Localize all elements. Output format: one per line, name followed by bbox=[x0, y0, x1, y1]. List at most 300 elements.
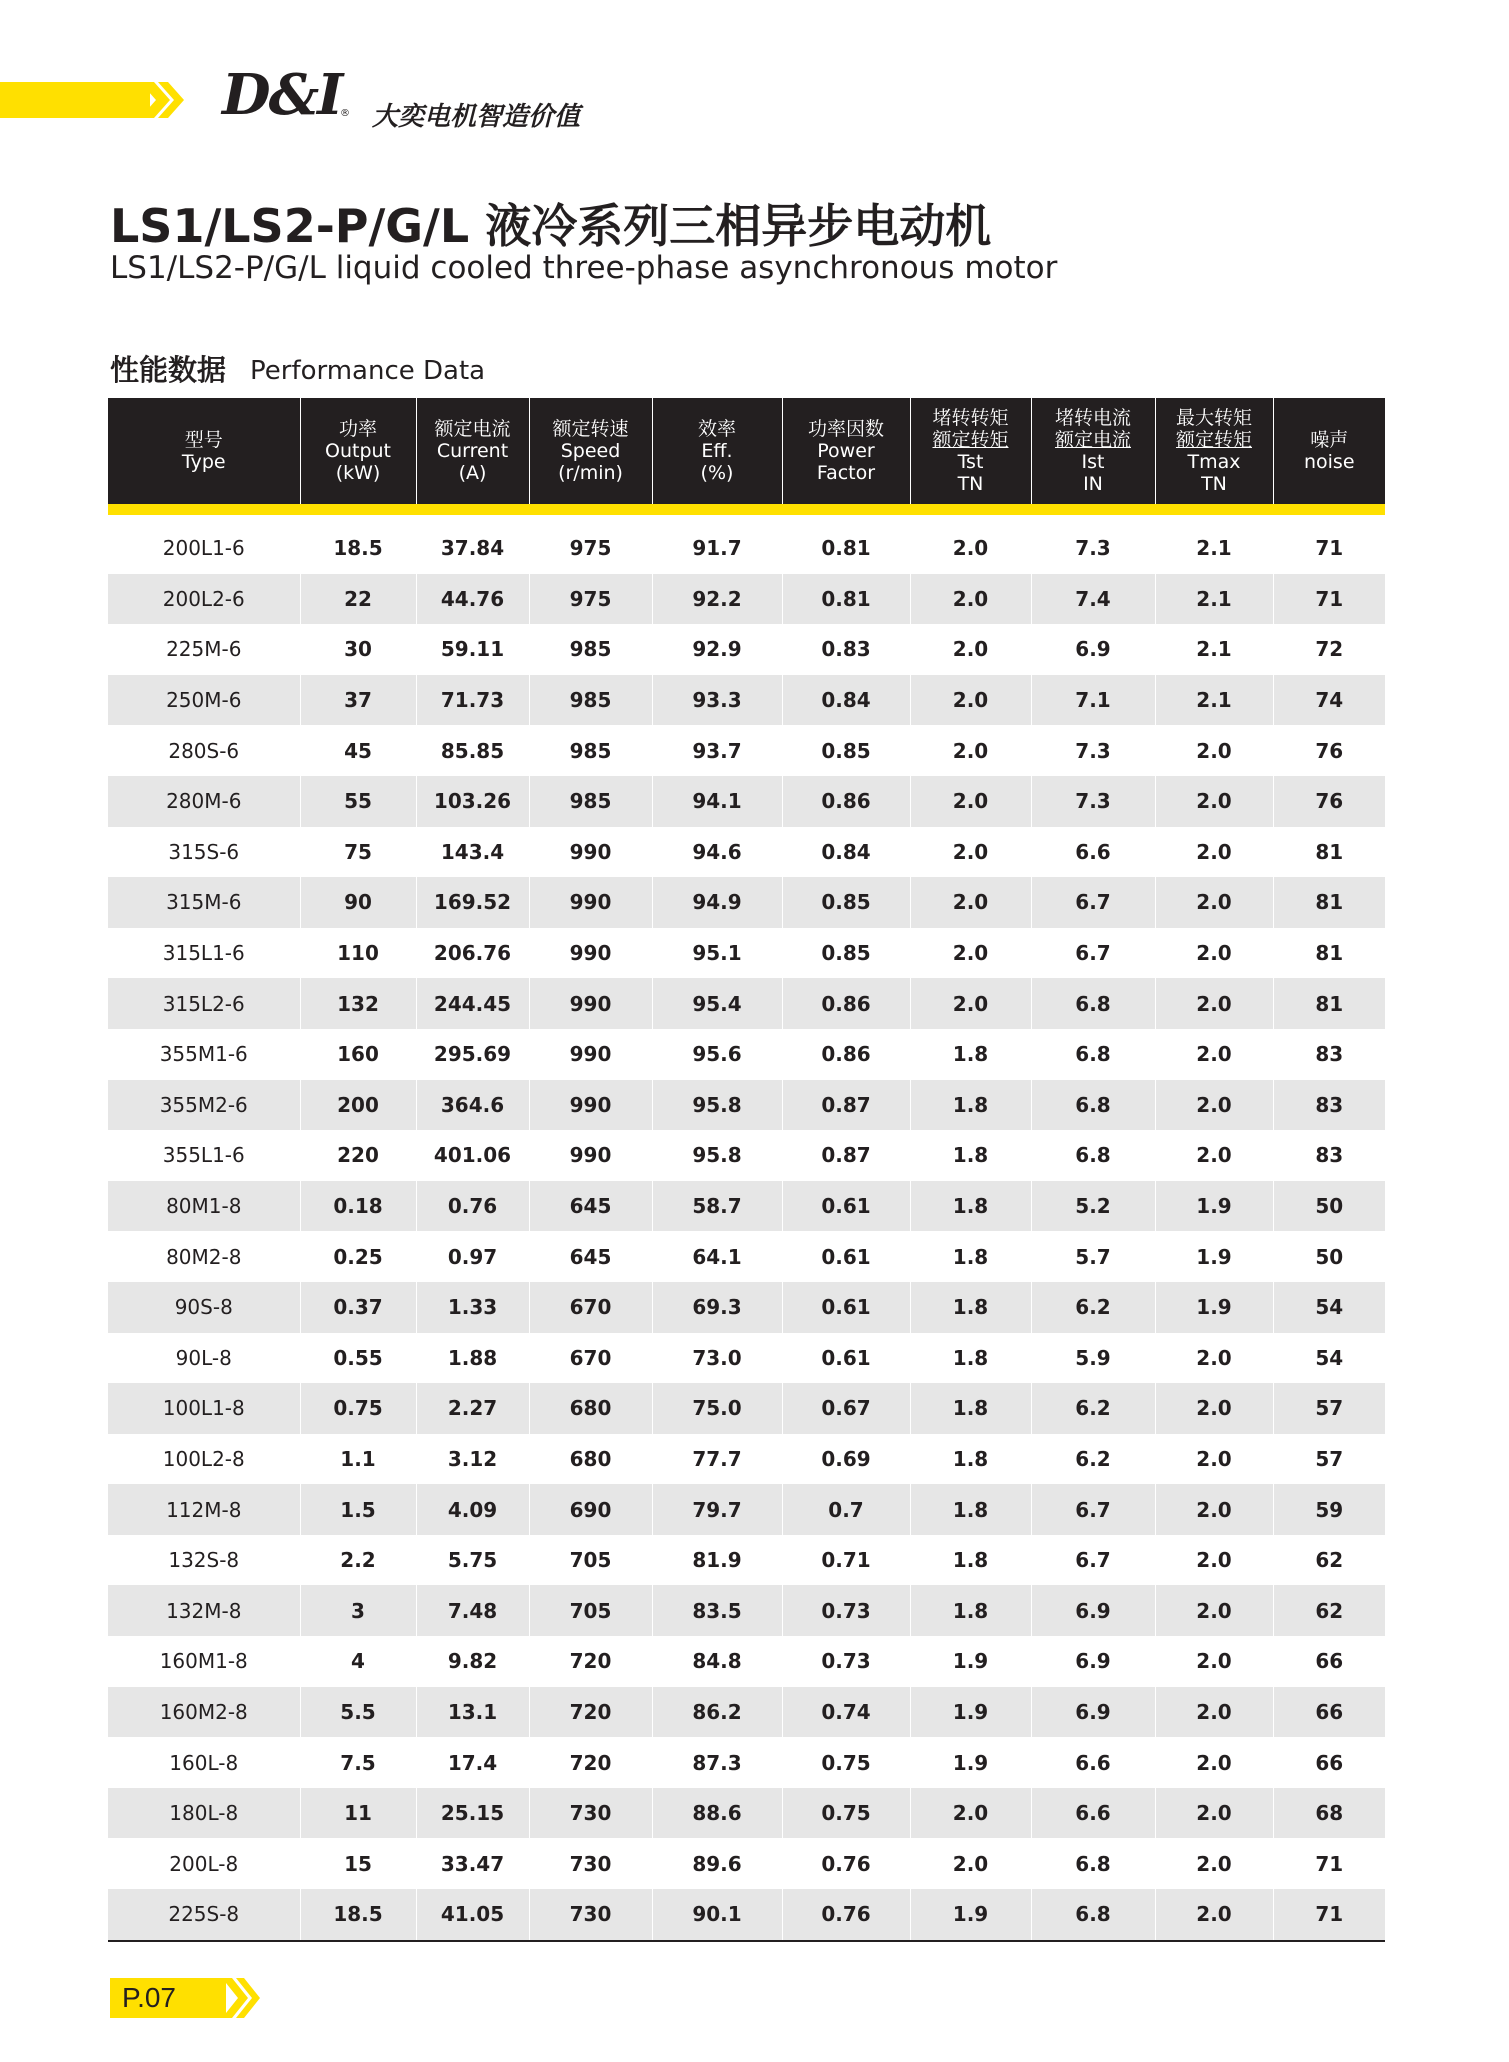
table-cell: 57 bbox=[1273, 1383, 1385, 1434]
page-subtitle: LS1/LS2-P/G/L liquid cooled three-phase asynchronous motor bbox=[110, 250, 1058, 286]
table-cell: 2.0 bbox=[910, 827, 1031, 878]
table-cell: 1.8 bbox=[910, 1130, 1031, 1181]
table-cell: 64.1 bbox=[652, 1231, 782, 1282]
table-cell: 80M1-8 bbox=[108, 1181, 300, 1232]
table-cell: 6.7 bbox=[1031, 877, 1155, 928]
table-cell: 6.8 bbox=[1031, 1029, 1155, 1080]
table-cell: 6.8 bbox=[1031, 978, 1155, 1029]
table-cell: 2.0 bbox=[910, 574, 1031, 625]
table-cell: 79.7 bbox=[652, 1484, 782, 1535]
table-cell: 66 bbox=[1273, 1687, 1385, 1738]
table-cell: 4 bbox=[300, 1636, 416, 1687]
table-cell: 6.8 bbox=[1031, 1838, 1155, 1889]
table-cell: 5.75 bbox=[416, 1535, 529, 1586]
table-cell: 0.61 bbox=[782, 1231, 910, 1282]
table-cell: 2.0 bbox=[1155, 1687, 1273, 1738]
table-cell: 2.0 bbox=[1155, 1484, 1273, 1535]
table-cell: 0.61 bbox=[782, 1181, 910, 1232]
table-row bbox=[108, 1687, 1385, 1738]
column-header-power-factor: 功率因数 Power Factor bbox=[782, 398, 910, 504]
table-cell: 90.1 bbox=[652, 1889, 782, 1941]
table-cell: 73.0 bbox=[652, 1333, 782, 1384]
table-cell: 69.3 bbox=[652, 1282, 782, 1333]
section-title-cn: 性能数据 bbox=[110, 353, 227, 387]
table-cell: 1.8 bbox=[910, 1181, 1031, 1232]
table-cell: 74 bbox=[1273, 675, 1385, 726]
table-cell: 2.0 bbox=[910, 725, 1031, 776]
header-spacer bbox=[108, 515, 1385, 523]
page-number: P.07 bbox=[110, 1978, 226, 2018]
table-cell: 94.9 bbox=[652, 877, 782, 928]
table-cell: 72 bbox=[1315, 637, 1344, 662]
table-cell: 1.8 bbox=[910, 1484, 1031, 1535]
table-cell: 225S-8 bbox=[108, 1889, 300, 1941]
table-cell: 200L-8 bbox=[108, 1838, 300, 1889]
table-cell: 225M-6 bbox=[108, 624, 300, 675]
table-cell: 315L1-6 bbox=[108, 928, 300, 979]
table-cell: 2.1 bbox=[1155, 624, 1273, 675]
table-cell: 680 bbox=[529, 1383, 652, 1434]
table-cell: 88.6 bbox=[652, 1788, 782, 1839]
table-cell: 0.97 bbox=[416, 1231, 529, 1282]
table-cell: 2.0 bbox=[1155, 1029, 1273, 1080]
table-cell: 985 bbox=[529, 624, 652, 675]
table-cell: 2.27 bbox=[416, 1383, 529, 1434]
table-cell: 2.0 bbox=[910, 1838, 1031, 1889]
table-cell: 18.5 bbox=[300, 1889, 416, 1941]
table-cell: 0.85 bbox=[782, 877, 910, 928]
table-cell: 81 bbox=[1273, 978, 1385, 1029]
table-cell: 84.8 bbox=[652, 1636, 782, 1687]
table-cell: 11 bbox=[300, 1788, 416, 1839]
table-cell: 2.0 bbox=[1155, 1080, 1273, 1131]
table-cell: 87.3 bbox=[652, 1737, 782, 1788]
table-cell: 6.2 bbox=[1031, 1434, 1155, 1485]
table-row bbox=[108, 1585, 1385, 1636]
table-cell: 6.8 bbox=[1031, 1080, 1155, 1131]
table-cell: 50 bbox=[1315, 1244, 1344, 1269]
table-cell: 81.9 bbox=[652, 1535, 782, 1586]
table-cell: 55 bbox=[300, 776, 416, 827]
table-cell: 83 bbox=[1315, 1042, 1344, 1067]
table-cell: 59.11 bbox=[416, 624, 529, 675]
table-cell: 71 bbox=[1315, 536, 1344, 561]
table-cell: 7.3 bbox=[1031, 523, 1155, 574]
table-cell: 2.0 bbox=[1155, 928, 1273, 979]
table-cell: 730 bbox=[529, 1889, 652, 1941]
table-cell: 75.0 bbox=[652, 1383, 782, 1434]
table-cell: 81 bbox=[1315, 839, 1344, 864]
table-cell: 2.0 bbox=[1155, 1838, 1273, 1889]
table-cell: 0.74 bbox=[782, 1687, 910, 1738]
table-cell: 0.37 bbox=[300, 1282, 416, 1333]
table-cell: 0.75 bbox=[782, 1737, 910, 1788]
table-cell: 0.69 bbox=[782, 1434, 910, 1485]
table-cell: 705 bbox=[529, 1585, 652, 1636]
table-cell: 90L-8 bbox=[108, 1333, 300, 1384]
column-header-locked-rotor-torque: 堵转转矩 额定转矩 Tst TN bbox=[910, 398, 1031, 504]
table-cell: 645 bbox=[529, 1231, 652, 1282]
table-cell: 2.0 bbox=[1155, 1130, 1273, 1181]
column-header-efficiency: 效率 Eff. (%) bbox=[652, 398, 782, 504]
table-cell: 2.0 bbox=[910, 877, 1031, 928]
table-cell: 30 bbox=[300, 624, 416, 675]
table-cell: 0.86 bbox=[782, 776, 910, 827]
table-cell: 2.0 bbox=[1155, 1434, 1273, 1485]
table-cell: 92.9 bbox=[652, 624, 782, 675]
table-cell: 2.0 bbox=[1155, 877, 1273, 928]
table-cell: 92.2 bbox=[652, 574, 782, 625]
table-cell: 220 bbox=[300, 1130, 416, 1181]
table-cell: 200 bbox=[300, 1080, 416, 1131]
table-cell: 25.15 bbox=[416, 1788, 529, 1839]
table-cell: 2.0 bbox=[910, 978, 1031, 1029]
table-cell: 2.0 bbox=[1155, 1889, 1273, 1941]
table-cell: 66 bbox=[1315, 1750, 1344, 1775]
table-cell: 690 bbox=[529, 1484, 652, 1535]
table-cell: 58.7 bbox=[652, 1181, 782, 1232]
table-cell: 975 bbox=[529, 523, 652, 574]
table-cell: 6.2 bbox=[1031, 1282, 1155, 1333]
column-header-current: 额定电流 Current (A) bbox=[416, 398, 529, 504]
table-cell: 77.7 bbox=[652, 1434, 782, 1485]
table-cell: 33.47 bbox=[416, 1838, 529, 1889]
table-cell: 95.4 bbox=[652, 978, 782, 1029]
table-cell: 315L2-6 bbox=[108, 978, 300, 1029]
table-cell: 0.7 bbox=[782, 1484, 910, 1535]
table-cell: 2.0 bbox=[910, 624, 1031, 675]
table-cell: 100L2-8 bbox=[108, 1434, 300, 1485]
column-header-locked-rotor-current: 堵转电流 额定电流 Ist IN bbox=[1031, 398, 1155, 504]
table-cell: 90S-8 bbox=[108, 1282, 300, 1333]
table-cell: 0.73 bbox=[782, 1636, 910, 1687]
table-cell: 2.0 bbox=[1155, 776, 1273, 827]
table-cell: 1.33 bbox=[416, 1282, 529, 1333]
header-accent-bar bbox=[0, 82, 150, 118]
table-cell: 1.9 bbox=[1155, 1181, 1273, 1232]
table-cell: 83 bbox=[1315, 1143, 1344, 1168]
table-cell: 95.8 bbox=[652, 1130, 782, 1181]
header-accent-stripe bbox=[108, 504, 1385, 515]
table-cell: 990 bbox=[529, 928, 652, 979]
table-cell: 1.9 bbox=[910, 1737, 1031, 1788]
table-cell: 6.9 bbox=[1031, 1687, 1155, 1738]
table-cell: 355M2-6 bbox=[108, 1080, 300, 1131]
table-cell: 160M1-8 bbox=[108, 1636, 300, 1687]
table-cell: 59 bbox=[1273, 1484, 1385, 1535]
table-cell: 1.8 bbox=[910, 1080, 1031, 1131]
table-cell: 57 bbox=[1315, 1446, 1344, 1471]
table-cell: 1.8 bbox=[910, 1383, 1031, 1434]
table-cell: 6.9 bbox=[1031, 1585, 1155, 1636]
table-cell: 680 bbox=[529, 1434, 652, 1485]
table-row bbox=[108, 1484, 1385, 1535]
table-cell: 0.87 bbox=[782, 1130, 910, 1181]
table-cell: 44.76 bbox=[416, 574, 529, 625]
table-cell: 6.6 bbox=[1031, 1788, 1155, 1839]
table-cell: 2.0 bbox=[1155, 1333, 1273, 1384]
table-cell: 0.61 bbox=[782, 1282, 910, 1333]
table-cell: 6.7 bbox=[1031, 1535, 1155, 1586]
table-cell: 0.76 bbox=[782, 1838, 910, 1889]
table-cell: 54 bbox=[1273, 1282, 1385, 1333]
table-cell: 50 bbox=[1273, 1181, 1385, 1232]
table-row bbox=[108, 1282, 1385, 1333]
table-cell: 2.0 bbox=[1155, 1788, 1273, 1839]
table-cell: 6.8 bbox=[1031, 1130, 1155, 1181]
table-cell: 0.83 bbox=[782, 624, 910, 675]
table-row bbox=[108, 1029, 1385, 1080]
table-cell: 3.12 bbox=[416, 1434, 529, 1485]
table-cell: 1.8 bbox=[910, 1282, 1031, 1333]
table-cell: 7.1 bbox=[1031, 675, 1155, 726]
table-cell: 95.8 bbox=[652, 1080, 782, 1131]
table-row bbox=[108, 624, 1385, 675]
table-cell: 22 bbox=[300, 574, 416, 625]
table-cell: 54 bbox=[1315, 1345, 1344, 1370]
table-cell: 93.7 bbox=[652, 725, 782, 776]
column-header-noise: 噪声 noise bbox=[1273, 398, 1385, 504]
table-cell: 160M2-8 bbox=[108, 1687, 300, 1738]
table-cell: 2.1 bbox=[1155, 574, 1273, 625]
table-cell: 7.4 bbox=[1031, 574, 1155, 625]
table-cell: 6.9 bbox=[1031, 624, 1155, 675]
table-row bbox=[108, 827, 1385, 878]
table-cell: 990 bbox=[529, 1130, 652, 1181]
chevron-right-icon bbox=[140, 82, 190, 118]
table-cell: 1.1 bbox=[300, 1434, 416, 1485]
table-cell: 93.3 bbox=[652, 675, 782, 726]
table-cell: 0.61 bbox=[782, 1333, 910, 1384]
table-cell: 0.86 bbox=[782, 1029, 910, 1080]
table-cell: 975 bbox=[529, 574, 652, 625]
table-cell: 4.09 bbox=[416, 1484, 529, 1535]
table-cell: 6.6 bbox=[1031, 1737, 1155, 1788]
table-cell: 0.85 bbox=[782, 928, 910, 979]
table-cell: 0.67 bbox=[782, 1383, 910, 1434]
table-cell: 94.1 bbox=[652, 776, 782, 827]
table-cell: 7.3 bbox=[1031, 725, 1155, 776]
brand-logo: D&I bbox=[222, 62, 342, 128]
table-cell: 355L1-6 bbox=[108, 1130, 300, 1181]
table-cell: 7.3 bbox=[1031, 776, 1155, 827]
table-cell: 990 bbox=[529, 827, 652, 878]
table-cell: 2.1 bbox=[1155, 675, 1273, 726]
table-cell: 0.84 bbox=[782, 675, 910, 726]
table-cell: 5.5 bbox=[300, 1687, 416, 1738]
table-cell: 94.6 bbox=[652, 827, 782, 878]
table-cell: 295.69 bbox=[416, 1029, 529, 1080]
column-header-speed: 额定转速 Speed (r/min) bbox=[529, 398, 652, 504]
table-cell: 0.55 bbox=[300, 1333, 416, 1384]
table-cell: 1.88 bbox=[416, 1333, 529, 1384]
table-cell: 0.71 bbox=[782, 1535, 910, 1586]
table-cell: 86.2 bbox=[652, 1687, 782, 1738]
table-row bbox=[108, 1535, 1385, 1586]
table-cell: 206.76 bbox=[416, 928, 529, 979]
table-cell: 18.5 bbox=[300, 523, 416, 574]
table-cell: 15 bbox=[300, 1838, 416, 1889]
table-cell: 990 bbox=[529, 877, 652, 928]
table-cell: 0.73 bbox=[782, 1585, 910, 1636]
table-cell: 730 bbox=[529, 1838, 652, 1889]
table-cell: 95.1 bbox=[652, 928, 782, 979]
table-row bbox=[108, 1333, 1385, 1384]
table-cell: 1.8 bbox=[910, 1029, 1031, 1080]
table-row bbox=[108, 978, 1385, 1029]
table-cell: 112M-8 bbox=[108, 1484, 300, 1535]
table-cell: 2.0 bbox=[1155, 1535, 1273, 1586]
table-cell: 705 bbox=[529, 1535, 652, 1586]
table-cell: 3 bbox=[300, 1585, 416, 1636]
table-row bbox=[108, 1080, 1385, 1131]
table-row bbox=[108, 1889, 1385, 1941]
table-cell: 160 bbox=[300, 1029, 416, 1080]
table-cell: 2.0 bbox=[1155, 1737, 1273, 1788]
table-cell: 132S-8 bbox=[108, 1535, 300, 1586]
table-row bbox=[108, 523, 1385, 574]
table-cell: 364.6 bbox=[416, 1080, 529, 1131]
table-cell: 0.76 bbox=[782, 1889, 910, 1941]
table-row bbox=[108, 1434, 1385, 1485]
table-cell: 132M-8 bbox=[108, 1585, 300, 1636]
table-cell: 2.0 bbox=[1155, 978, 1273, 1029]
table-cell: 89.6 bbox=[652, 1838, 782, 1889]
table-cell: 160L-8 bbox=[108, 1737, 300, 1788]
table-cell: 62 bbox=[1273, 1585, 1385, 1636]
table-cell: 80M2-8 bbox=[108, 1231, 300, 1282]
table-cell: 81 bbox=[1273, 877, 1385, 928]
table-row bbox=[108, 1383, 1385, 1434]
table-cell: 71 bbox=[1315, 1851, 1344, 1876]
table-cell: 0.85 bbox=[782, 725, 910, 776]
table-cell: 0.76 bbox=[416, 1181, 529, 1232]
chevron-right-icon bbox=[222, 1978, 262, 2018]
table-cell: 2.0 bbox=[1155, 1636, 1273, 1687]
table-cell: 2.1 bbox=[1155, 523, 1273, 574]
table-cell: 250M-6 bbox=[108, 675, 300, 726]
table-cell: 6.6 bbox=[1031, 827, 1155, 878]
table-row bbox=[108, 1181, 1385, 1232]
column-header-type: 型号 Type bbox=[108, 398, 300, 504]
table-cell: 68 bbox=[1273, 1788, 1385, 1839]
table-cell: 2.0 bbox=[1155, 827, 1273, 878]
table-cell: 5.7 bbox=[1031, 1231, 1155, 1282]
table-cell: 7.5 bbox=[300, 1737, 416, 1788]
table-cell: 45 bbox=[300, 725, 416, 776]
table-cell: 244.45 bbox=[416, 978, 529, 1029]
table-body bbox=[108, 504, 1385, 1941]
table-cell: 990 bbox=[529, 978, 652, 1029]
table-cell: 5.2 bbox=[1031, 1181, 1155, 1232]
table-cell: 85.85 bbox=[416, 725, 529, 776]
brand-slogan: 大奕电机智造价值 bbox=[372, 102, 581, 132]
column-header-max-torque: 最大转矩 额定转矩 Tmax TN bbox=[1155, 398, 1273, 504]
table-cell: 0.75 bbox=[300, 1383, 416, 1434]
table-cell: 37.84 bbox=[416, 523, 529, 574]
table-cell: 720 bbox=[529, 1687, 652, 1738]
table-cell: 2.0 bbox=[910, 1788, 1031, 1839]
table-cell: 6.7 bbox=[1031, 1484, 1155, 1535]
table-cell: 5.9 bbox=[1031, 1333, 1155, 1384]
table-cell: 6.2 bbox=[1031, 1383, 1155, 1434]
table-cell: 7.48 bbox=[416, 1585, 529, 1636]
table-cell: 71 bbox=[1273, 574, 1385, 625]
table-cell: 76 bbox=[1273, 776, 1385, 827]
table-cell: 1.5 bbox=[300, 1484, 416, 1535]
table-cell: 401.06 bbox=[416, 1130, 529, 1181]
table-cell: 2.0 bbox=[910, 523, 1031, 574]
table-cell: 990 bbox=[529, 1029, 652, 1080]
table-cell: 100L1-8 bbox=[108, 1383, 300, 1434]
table-cell: 990 bbox=[529, 1080, 652, 1131]
table-cell: 132 bbox=[300, 978, 416, 1029]
table-row bbox=[108, 574, 1385, 625]
table-cell: 0.25 bbox=[300, 1231, 416, 1282]
table-row bbox=[108, 675, 1385, 726]
table-cell: 0.81 bbox=[782, 523, 910, 574]
table-cell: 2.0 bbox=[910, 675, 1031, 726]
table-cell: 1.9 bbox=[910, 1636, 1031, 1687]
table-cell: 75 bbox=[300, 827, 416, 878]
table-cell: 280M-6 bbox=[108, 776, 300, 827]
table-cell: 83.5 bbox=[652, 1585, 782, 1636]
registered-mark: ® bbox=[340, 108, 350, 119]
table-cell: 1.9 bbox=[1155, 1282, 1273, 1333]
table-row bbox=[108, 1636, 1385, 1687]
table-cell: 6.9 bbox=[1031, 1636, 1155, 1687]
table-header-row bbox=[108, 398, 1385, 504]
performance-table bbox=[108, 398, 1385, 1942]
table-cell: 1.8 bbox=[910, 1535, 1031, 1586]
table-cell: 180L-8 bbox=[108, 1788, 300, 1839]
table-cell: 0.87 bbox=[782, 1080, 910, 1131]
table-cell: 315M-6 bbox=[108, 877, 300, 928]
table-cell: 41.05 bbox=[416, 1889, 529, 1941]
table-cell: 17.4 bbox=[416, 1737, 529, 1788]
table-cell: 37 bbox=[300, 675, 416, 726]
table-cell: 0.75 bbox=[782, 1788, 910, 1839]
table-cell: 1.8 bbox=[910, 1231, 1031, 1282]
table-cell: 200L2-6 bbox=[108, 574, 300, 625]
table-cell: 91.7 bbox=[652, 523, 782, 574]
table-cell: 169.52 bbox=[416, 877, 529, 928]
table-cell: 76 bbox=[1315, 738, 1344, 763]
table-cell: 2.0 bbox=[1155, 1585, 1273, 1636]
table-cell: 315S-6 bbox=[108, 827, 300, 878]
column-header-output: 功率 Output (kW) bbox=[300, 398, 416, 504]
table-cell: 6.7 bbox=[1031, 928, 1155, 979]
table-row bbox=[108, 725, 1385, 776]
table-cell: 1.9 bbox=[910, 1889, 1031, 1941]
section-title-en: Performance Data bbox=[250, 356, 486, 386]
table-cell: 720 bbox=[529, 1737, 652, 1788]
table-row bbox=[108, 1737, 1385, 1788]
table-cell: 0.84 bbox=[782, 827, 910, 878]
table-cell: 83 bbox=[1273, 1080, 1385, 1131]
table-row bbox=[108, 1130, 1385, 1181]
table-cell: 720 bbox=[529, 1636, 652, 1687]
table-row bbox=[108, 1838, 1385, 1889]
table-cell: 71.73 bbox=[416, 675, 529, 726]
table-cell: 670 bbox=[529, 1333, 652, 1384]
table-cell: 0.18 bbox=[300, 1181, 416, 1232]
table-cell: 200L1-6 bbox=[108, 523, 300, 574]
table-cell: 66 bbox=[1315, 1649, 1344, 1674]
table-cell: 9.82 bbox=[416, 1636, 529, 1687]
table-cell: 1.8 bbox=[910, 1585, 1031, 1636]
table-cell: 355M1-6 bbox=[108, 1029, 300, 1080]
